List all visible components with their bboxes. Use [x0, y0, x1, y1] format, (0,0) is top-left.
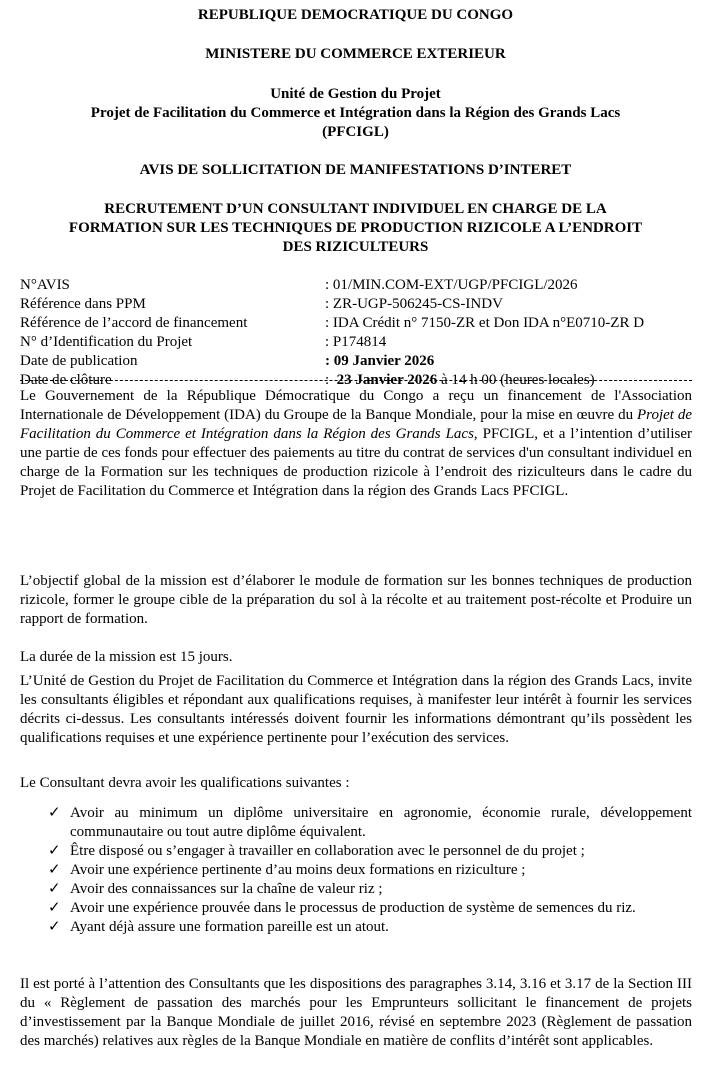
- notice-subject: RECRUTEMENT D’UN CONSULTANT INDIVIDUEL EN CHARGE DE LA FORMATION SUR LES TECHNIQUES DE PRODUCTION RIZICOLE A L’ENDROIT DES RIZICULTEURS: [68, 201, 643, 255]
- paragraph-funding: [20, 387, 692, 501]
- list-item-text: Ayant déjà assure une formation pareille est un atout.: [70, 919, 389, 935]
- meta-label: Référence dans PPM: [20, 296, 146, 312]
- meta-label: Date de clôture: [20, 372, 112, 388]
- meta-value: P174814: [332, 334, 387, 350]
- list-item-text: Avoir au minimum un diplôme universitaire en agronomie, économie rurale, développement communautaire ou tout autre diplôme équivalent.: [70, 805, 692, 840]
- checkmark-icon: ✓: [48, 900, 61, 916]
- meta-value-bold: 23 Janvier 2026: [336, 372, 438, 388]
- list-item: [20, 918, 692, 937]
- meta-label: N°AVIS: [20, 277, 70, 293]
- checkmark-icon: ✓: [48, 843, 61, 859]
- meta-value-wrap: : P174814: [325, 334, 387, 350]
- meta-label: Référence de l’accord de financement: [20, 315, 248, 331]
- list-item-text: Avoir des connaissances sur la chaîne de valeur riz ;: [70, 881, 383, 897]
- meta-label: N° d’Identification du Projet: [20, 334, 193, 350]
- project-name: Projet de Facilitation du Commerce et Intégration dans la Région des Grands Lacs: [90, 105, 621, 121]
- country-heading: REPUBLIQUE DEMOCRATIQUE DU CONGO: [197, 7, 514, 23]
- meta-row-avis: [20, 276, 700, 295]
- paragraph-objective: L’objectif global de la mission est d’élaborer le module de formation sur les bonnes techniques de production rizicole, former le groupe cible de la préparation du sol à la récolte et au traitement post-récolte et Produire un rapport de formation.: [20, 573, 692, 627]
- list-item-text: Avoir une expérience pertinente d’au moins deux formations en riziculture ;: [70, 862, 526, 878]
- paragraph-text: , PFCIGL, et a l’intention d’utiliser une partie de ces fonds pour effectuer des paiements au titre du contrat de services d'un consultant individuel en charge de la Formation sur les techniques de production rizicole à l’endroit des riziculteurs dans le cadre du Projet de Facilitation du Commerce et Intégration dans la région des Grands Lacs PFCIGL.: [20, 426, 692, 499]
- meta-value-wrap: : IDA Crédit n° 7150-ZR et Don IDA n°E0710-ZR D: [325, 315, 645, 331]
- list-item-text: Être disposé ou s’engager à travailler en collaboration avec le personnel de du projet ;: [70, 843, 585, 859]
- checkmark-icon: ✓: [48, 805, 61, 821]
- meta-value-wrap: : 23 Janvier 2026 à 14 h 00 (heures locales): [325, 372, 595, 388]
- project-name-italic: Projet de Facilitation du Commerce et Intégration dans la Région des Grands Lacs: [20, 407, 693, 442]
- list-item: [20, 842, 692, 861]
- list-item: [20, 880, 692, 899]
- list-item: [20, 861, 692, 880]
- meta-value: IDA Crédit n° 7150-ZR et Don IDA n°E0710-ZR D: [332, 315, 645, 331]
- list-item: [20, 804, 692, 842]
- checkmark-icon: ✓: [48, 862, 61, 878]
- paragraph-invitation: L’Unité de Gestion du Projet de Facilitation du Commerce et Intégration dans la région des Grands Lacs, invite les consultants éligibles et répondant aux qualifications requises, à manifester leur intérêt à fournir les services décrits ci-dessus. Les consultants intéressés doivent fournir les informations démontrant qu’ils possèdent les qualifications requises et une expérience pertinente pour l’exécution des services.: [20, 673, 692, 746]
- meta-value: 09 Janvier 2026: [333, 353, 435, 369]
- meta-value-wrap: : 01/MIN.COM-EXT/UGP/PFCIGL/2026: [325, 277, 578, 293]
- project-heading: [0, 85, 711, 142]
- unit-name: Unité de Gestion du Projet: [270, 86, 441, 102]
- list-item: [20, 899, 692, 918]
- list-item-text: Avoir une expérience prouvée dans le processus de production de système de semences du riz.: [70, 900, 636, 916]
- project-acronym: (PFCIGL): [322, 124, 389, 140]
- meta-row-ppm: [20, 295, 700, 314]
- qualifications-list: [20, 804, 692, 937]
- meta-value: ZR-UGP-506245-CS-INDV: [332, 296, 503, 312]
- meta-row-publication: [20, 352, 700, 371]
- paragraph-duration: La durée de la mission est 15 jours.: [20, 649, 233, 665]
- paragraph-qualifications-intro: Le Consultant devra avoir les qualifications suivantes :: [20, 775, 350, 791]
- ministry-heading: MINISTERE DU COMMERCE EXTERIEUR: [205, 46, 506, 62]
- notice-title: AVIS DE SOLLICITATION DE MANIFESTATIONS D’INTERET: [139, 162, 572, 178]
- checkmark-icon: ✓: [48, 919, 61, 935]
- paragraph-text: Le Gouvernement de la République Démocratique du Congo a reçu un financement de l'Association Internationale de Développement (IDA) du Groupe de la Banque Mondiale, pour la mise en œuvre du: [20, 388, 692, 423]
- dashed-divider: [20, 380, 692, 381]
- meta-row-financing: [20, 314, 700, 333]
- meta-value-wrap: : 09 Janvier 2026: [325, 353, 435, 369]
- meta-value-rest: à 14 h 00 (heures locales): [440, 372, 595, 388]
- meta-value: 01/MIN.COM-EXT/UGP/PFCIGL/2026: [332, 277, 578, 293]
- meta-row-project-id: [20, 333, 700, 352]
- notice-metadata: [20, 276, 700, 390]
- meta-value-wrap: : ZR-UGP-506245-CS-INDV: [325, 296, 503, 312]
- checkmark-icon: ✓: [48, 881, 61, 897]
- paragraph-conflict-of-interest: Il est porté à l’attention des Consultants que les dispositions des paragraphes 3.14, 3.16 et 3.17 de la Section III du « Règlement de passation des marchés pour les Emprunteurs sollicitant le financement de projets d’investissement par la Banque Mondiale de juillet 2016, révisé en septembre 2023 (Règlement de passation des marchés) relatives aux règles de la Banque Mondiale en matière de conflits d’intérêt sont applicables.: [20, 976, 692, 1049]
- meta-label: Date de publication: [20, 353, 138, 369]
